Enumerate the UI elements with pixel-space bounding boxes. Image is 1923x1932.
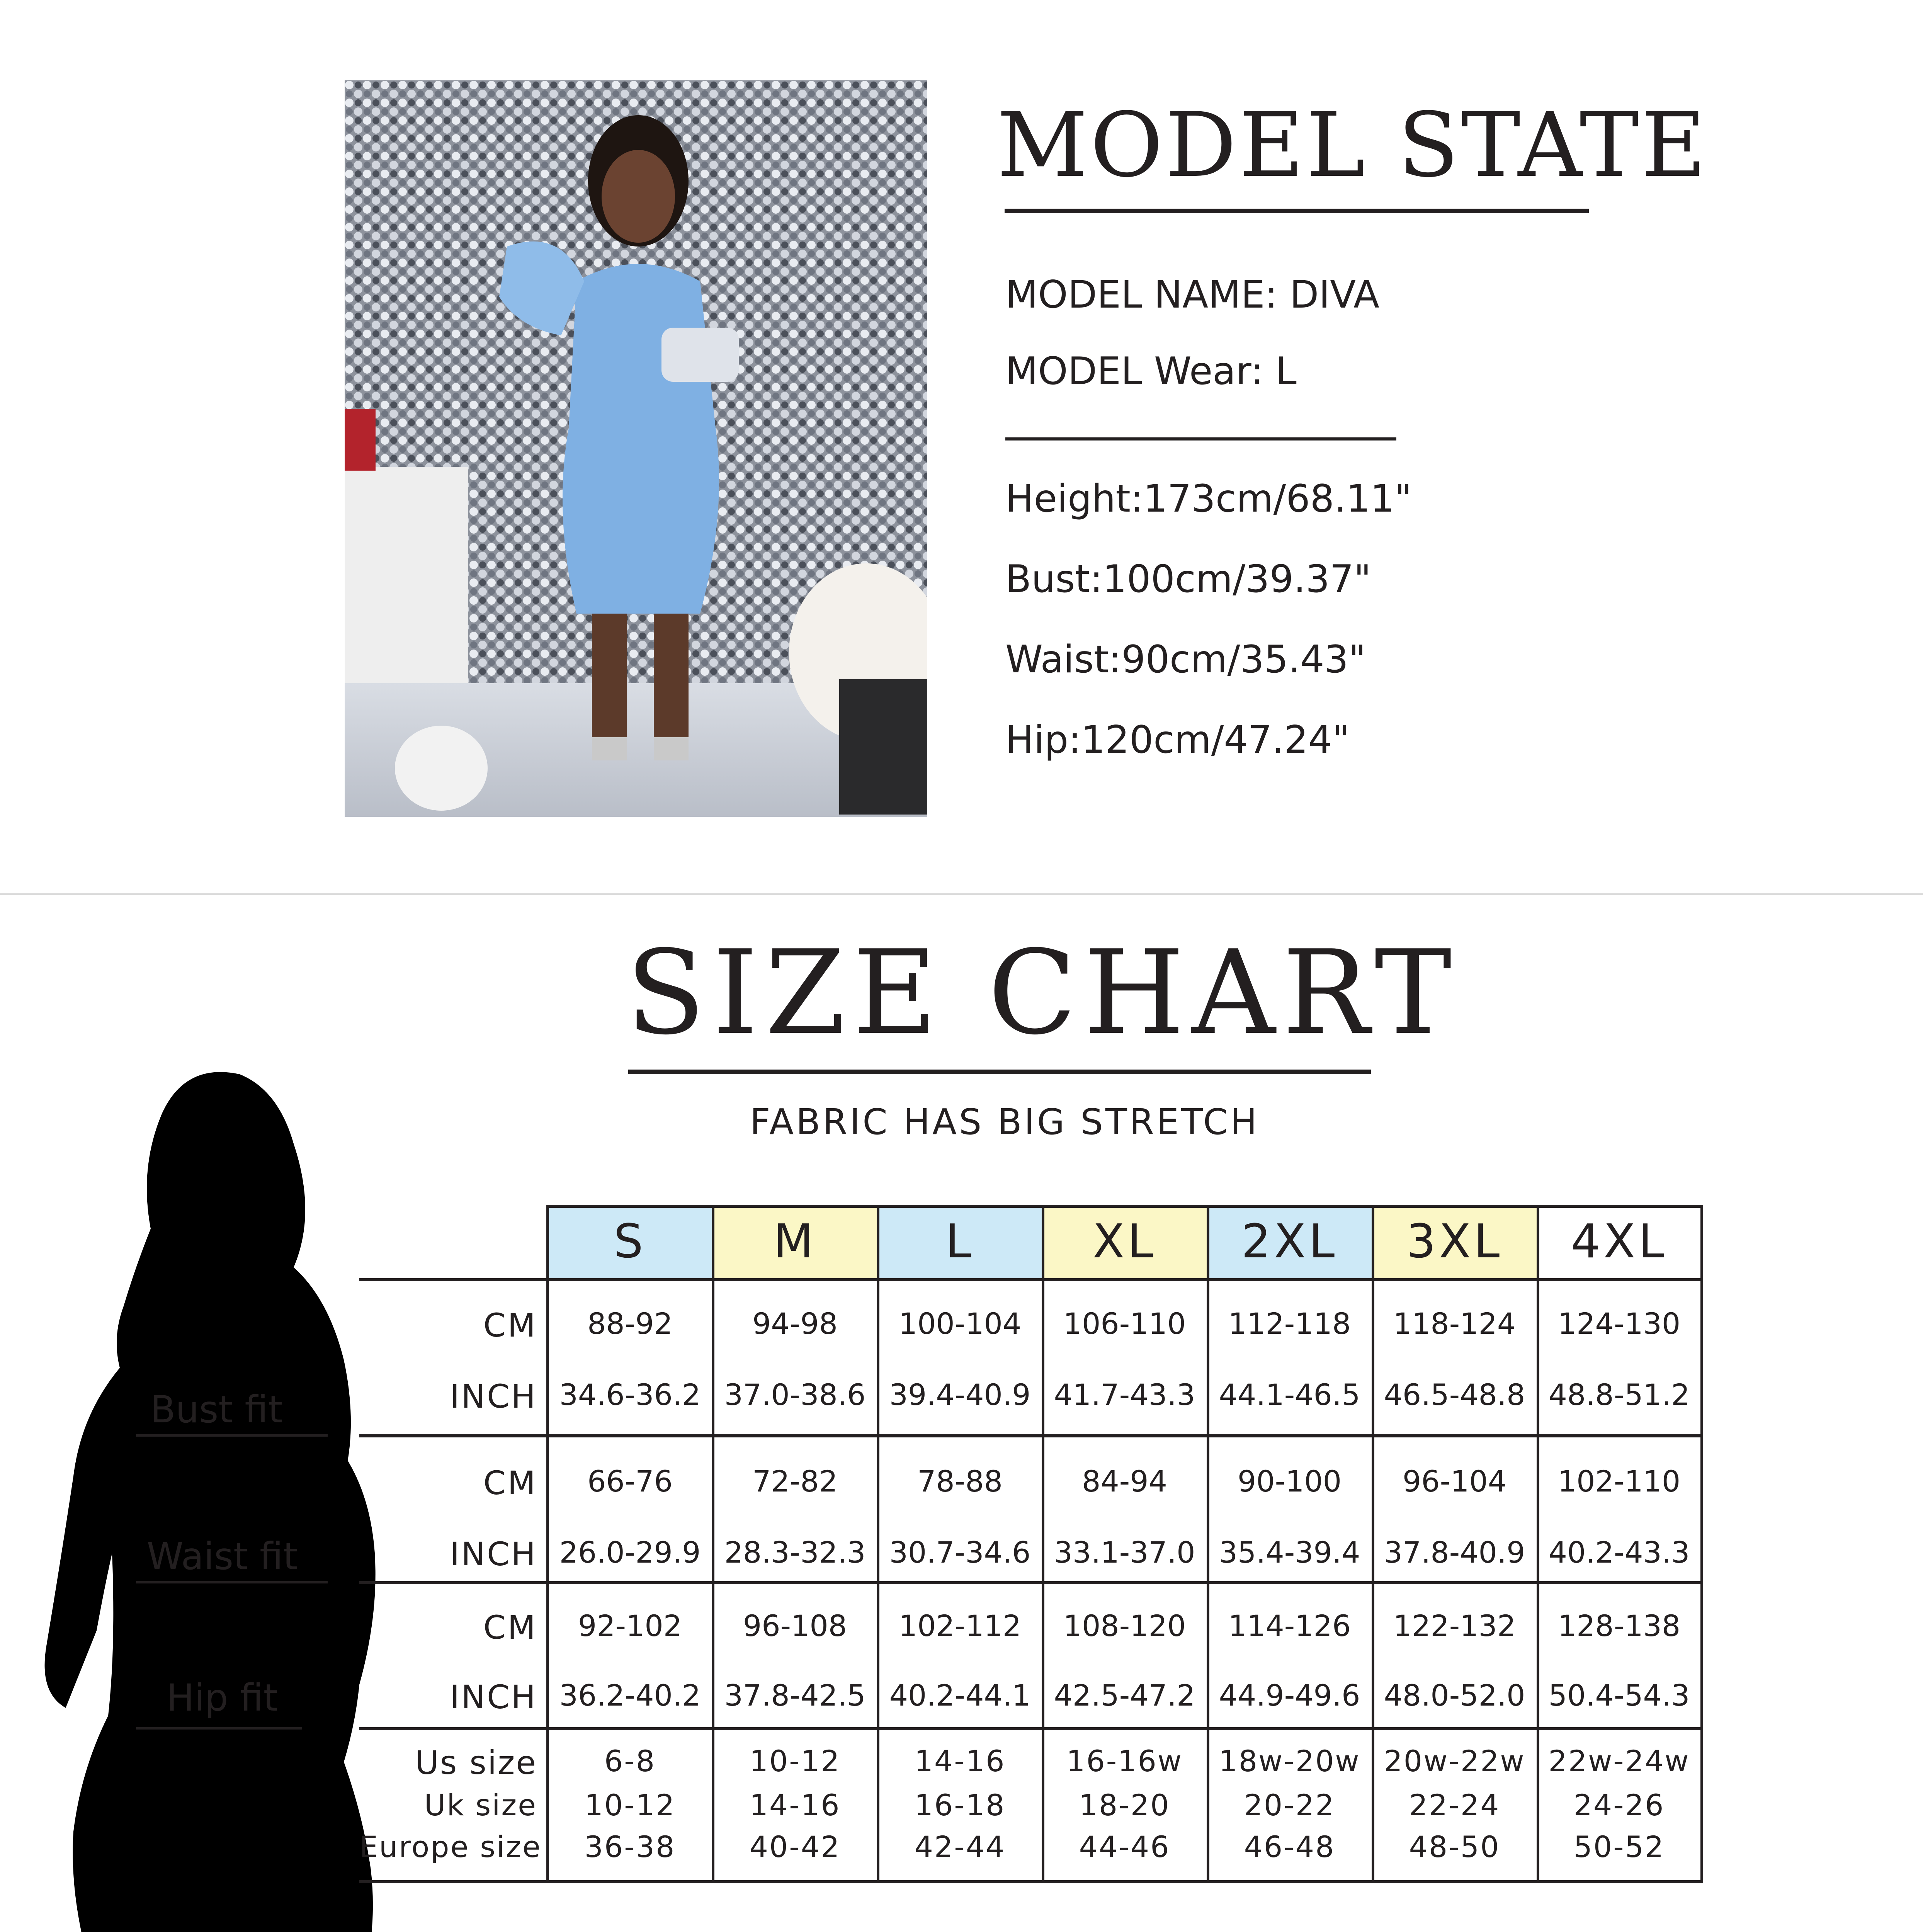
conversion-cell: 20-22 bbox=[1244, 1788, 1335, 1822]
bust-fit-underline bbox=[136, 1434, 328, 1437]
size-cell: 94-98 bbox=[752, 1306, 838, 1341]
row-label-cm: CM bbox=[483, 1609, 537, 1646]
size-header-2xl: 2XL bbox=[1207, 1205, 1372, 1278]
size-cell: 37.8-40.9 bbox=[1384, 1535, 1525, 1570]
conversion-cell: 40-42 bbox=[749, 1830, 841, 1864]
size-cell: 128-138 bbox=[1557, 1609, 1681, 1643]
size-cell: 33.1-37.0 bbox=[1054, 1535, 1195, 1570]
size-cell: 30.7-34.6 bbox=[889, 1535, 1031, 1570]
size-cell: 41.7-43.3 bbox=[1054, 1378, 1195, 1412]
conversion-cell: 22w-24w bbox=[1548, 1744, 1690, 1778]
table-v-line bbox=[1042, 1205, 1044, 1883]
size-cell: 66-76 bbox=[587, 1464, 673, 1498]
size-cell: 112-118 bbox=[1228, 1306, 1351, 1341]
conversion-cell: 16-18 bbox=[914, 1788, 1006, 1822]
fabric-note: FABRIC HAS BIG STRETCH bbox=[750, 1101, 1260, 1143]
size-cell: 37.8-42.5 bbox=[724, 1678, 866, 1713]
table-h-line bbox=[359, 1434, 1702, 1437]
conversion-label-2: Europe size bbox=[359, 1830, 542, 1864]
row-label-inch: INCH bbox=[450, 1535, 537, 1573]
size-cell: 106-110 bbox=[1063, 1306, 1186, 1341]
size-cell: 78-88 bbox=[917, 1464, 1003, 1498]
conversion-cell: 46-48 bbox=[1244, 1830, 1335, 1864]
size-cell: 96-104 bbox=[1402, 1464, 1507, 1498]
size-cell: 102-110 bbox=[1557, 1464, 1681, 1498]
conversion-cell: 42-44 bbox=[914, 1830, 1006, 1864]
model-state-title: MODEL STATE bbox=[997, 94, 1709, 197]
table-h-line bbox=[359, 1581, 1702, 1584]
table-v-line bbox=[1537, 1205, 1539, 1883]
size-cell: 40.2-43.3 bbox=[1548, 1535, 1690, 1570]
row-label-cm: CM bbox=[483, 1464, 537, 1502]
hip-fit-label: Hip fit bbox=[166, 1676, 278, 1719]
row-label-inch: INCH bbox=[450, 1678, 537, 1716]
table-v-line bbox=[712, 1205, 714, 1883]
waist-fit-label: Waist fit bbox=[146, 1535, 298, 1578]
body-silhouette-icon bbox=[23, 1066, 440, 1932]
conversion-label-0: Us size bbox=[415, 1744, 537, 1782]
conversion-cell: 18w-20w bbox=[1219, 1744, 1360, 1778]
conversion-cell: 50-52 bbox=[1573, 1830, 1665, 1864]
size-header-s: S bbox=[548, 1205, 712, 1278]
size-cell: 36.2-40.2 bbox=[559, 1678, 701, 1713]
row-label-cm: CM bbox=[483, 1306, 537, 1344]
conversion-cell: 44-46 bbox=[1079, 1830, 1170, 1864]
size-cell: 50.4-54.3 bbox=[1548, 1678, 1690, 1713]
size-cell: 118-124 bbox=[1393, 1306, 1516, 1341]
conversion-cell: 20w-22w bbox=[1384, 1744, 1525, 1778]
conversion-cell: 14-16 bbox=[914, 1744, 1006, 1778]
conversion-cell: 14-16 bbox=[749, 1788, 841, 1822]
conversion-cell: 48-50 bbox=[1409, 1830, 1500, 1864]
size-cell: 34.6-36.2 bbox=[559, 1378, 701, 1412]
table-v-line bbox=[1207, 1205, 1209, 1883]
size-header-xl: XL bbox=[1042, 1205, 1207, 1278]
size-header-3xl: 3XL bbox=[1372, 1205, 1537, 1278]
size-cell: 72-82 bbox=[752, 1464, 838, 1498]
conversion-cell: 36-38 bbox=[584, 1830, 676, 1864]
size-cell: 108-120 bbox=[1063, 1609, 1186, 1643]
conversion-cell: 24-26 bbox=[1573, 1788, 1665, 1822]
size-cell: 102-112 bbox=[898, 1609, 1022, 1643]
model-photo bbox=[345, 80, 927, 817]
model-name: MODEL NAME: DIVA bbox=[1005, 273, 1379, 317]
size-cell: 39.4-40.9 bbox=[889, 1378, 1031, 1412]
conversion-cell: 10-12 bbox=[749, 1744, 841, 1778]
conversion-cell: 6-8 bbox=[604, 1744, 656, 1778]
table-h-line bbox=[359, 1880, 1702, 1883]
waist-fit-underline bbox=[136, 1581, 328, 1583]
size-cell: 28.3-32.3 bbox=[724, 1535, 866, 1570]
size-cell: 40.2-44.1 bbox=[889, 1678, 1031, 1713]
size-cell: 48.0-52.0 bbox=[1384, 1678, 1525, 1713]
conversion-label-1: Uk size bbox=[424, 1788, 537, 1822]
size-chart-title: SIZE CHART bbox=[626, 925, 1459, 1060]
size-cell: 42.5-47.2 bbox=[1054, 1678, 1195, 1713]
divider-line bbox=[1005, 437, 1396, 440]
measurement-hip: Hip:120cm/47.24" bbox=[1005, 718, 1350, 762]
table-v-line bbox=[1700, 1205, 1703, 1883]
size-cell: 88-92 bbox=[587, 1306, 673, 1341]
size-cell: 122-132 bbox=[1393, 1609, 1516, 1643]
size-cell: 92-102 bbox=[578, 1609, 682, 1643]
size-cell: 84-94 bbox=[1082, 1464, 1167, 1498]
measurement-height: Height:173cm/68.11" bbox=[1005, 477, 1412, 521]
size-cell: 44.9-49.6 bbox=[1219, 1678, 1360, 1713]
size-cell: 35.4-39.4 bbox=[1219, 1535, 1360, 1570]
size-cell: 48.8-51.2 bbox=[1548, 1378, 1690, 1412]
size-cell: 44.1-46.5 bbox=[1219, 1378, 1360, 1412]
measurement-waist: Waist:90cm/35.43" bbox=[1005, 638, 1366, 682]
size-cell: 90-100 bbox=[1237, 1464, 1342, 1498]
measurement-bust: Bust:100cm/39.37" bbox=[1005, 557, 1371, 601]
size-header-4xl: 4XL bbox=[1537, 1205, 1701, 1278]
section-divider bbox=[0, 893, 1923, 895]
size-cell: 124-130 bbox=[1557, 1306, 1681, 1341]
table-v-line bbox=[1372, 1205, 1374, 1883]
size-cell: 114-126 bbox=[1228, 1609, 1351, 1643]
table-h-line bbox=[548, 1205, 1702, 1208]
conversion-cell: 16-16w bbox=[1066, 1744, 1183, 1778]
table-h-line bbox=[359, 1727, 1702, 1730]
size-cell: 96-108 bbox=[743, 1609, 847, 1643]
size-header-m: M bbox=[713, 1205, 877, 1278]
model-wear: MODEL Wear: L bbox=[1005, 349, 1297, 393]
conversion-cell: 22-24 bbox=[1409, 1788, 1500, 1822]
table-h-line bbox=[359, 1278, 1702, 1281]
bust-fit-label: Bust fit bbox=[150, 1388, 283, 1431]
hip-fit-underline bbox=[136, 1727, 302, 1730]
size-header-l: L bbox=[878, 1205, 1042, 1278]
size-cell: 100-104 bbox=[898, 1306, 1022, 1341]
size-cell: 37.0-38.6 bbox=[724, 1378, 866, 1412]
conversion-cell: 10-12 bbox=[584, 1788, 676, 1822]
table-v-line bbox=[546, 1205, 549, 1883]
size-cell: 46.5-48.8 bbox=[1384, 1378, 1525, 1412]
conversion-cell: 18-20 bbox=[1079, 1788, 1170, 1822]
table-v-line bbox=[877, 1205, 879, 1883]
size-cell: 26.0-29.9 bbox=[559, 1535, 701, 1570]
title-underline bbox=[1005, 209, 1589, 213]
size-chart-underline bbox=[628, 1070, 1371, 1074]
row-label-inch: INCH bbox=[450, 1378, 537, 1415]
